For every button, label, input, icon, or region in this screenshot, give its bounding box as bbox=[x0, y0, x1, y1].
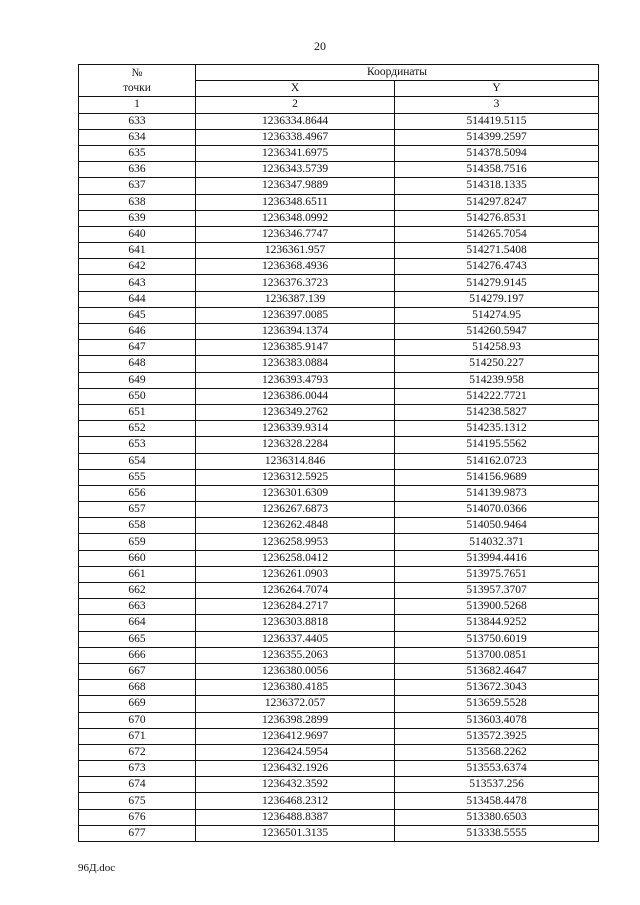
point-number-cell: 677 bbox=[79, 825, 196, 841]
y-coordinate-cell: 514162.0723 bbox=[395, 453, 599, 469]
table-row bbox=[79, 437, 599, 453]
x-coordinate-cell: 1236343.5739 bbox=[196, 162, 395, 178]
table-row bbox=[79, 324, 599, 340]
x-coordinate-cell: 1236339.9314 bbox=[196, 421, 395, 437]
x-header: X bbox=[196, 81, 395, 97]
table-row bbox=[79, 599, 599, 615]
table-row bbox=[79, 372, 599, 388]
table-row bbox=[79, 404, 599, 420]
x-coordinate-cell: 1236347.9889 bbox=[196, 178, 395, 194]
point-number-cell: 653 bbox=[79, 437, 196, 453]
table-row bbox=[79, 194, 599, 210]
point-number-cell: 673 bbox=[79, 761, 196, 777]
point-number-cell: 649 bbox=[79, 372, 196, 388]
y-coordinate-cell: 514032.371 bbox=[395, 534, 599, 550]
table-row bbox=[79, 453, 599, 469]
table-row bbox=[79, 243, 599, 259]
column-number-1: 1 bbox=[79, 97, 196, 113]
y-coordinate-cell: 514279.9145 bbox=[395, 275, 599, 291]
x-coordinate-cell: 1236337.4405 bbox=[196, 631, 395, 647]
y-coordinate-cell: 513900.5268 bbox=[395, 599, 599, 615]
table-row bbox=[79, 259, 599, 275]
table-row bbox=[79, 809, 599, 825]
y-coordinate-cell: 514271.5408 bbox=[395, 243, 599, 259]
y-coordinate-cell: 514156.9689 bbox=[395, 469, 599, 485]
table-row bbox=[79, 583, 599, 599]
x-coordinate-cell: 1236385.9147 bbox=[196, 340, 395, 356]
x-coordinate-cell: 1236394.1374 bbox=[196, 324, 395, 340]
y-coordinate-cell: 513537.256 bbox=[395, 777, 599, 793]
y-coordinate-cell: 514399.2597 bbox=[395, 129, 599, 145]
table-row bbox=[79, 793, 599, 809]
table-row bbox=[79, 518, 599, 534]
y-coordinate-cell: 514235.1312 bbox=[395, 421, 599, 437]
x-coordinate-cell: 1236412.9697 bbox=[196, 728, 395, 744]
header-row-1 bbox=[79, 65, 599, 81]
table-row bbox=[79, 275, 599, 291]
y-coordinate-cell: 513975.7651 bbox=[395, 566, 599, 582]
y-coordinate-cell: 513659.5528 bbox=[395, 696, 599, 712]
x-coordinate-cell: 1236361.957 bbox=[196, 243, 395, 259]
point-number-cell: 676 bbox=[79, 809, 196, 825]
y-coordinate-cell: 513672.3043 bbox=[395, 680, 599, 696]
table-row bbox=[79, 340, 599, 356]
table-row bbox=[79, 129, 599, 145]
x-coordinate-cell: 1236312.5925 bbox=[196, 469, 395, 485]
table-row bbox=[79, 680, 599, 696]
page-number: 20 bbox=[314, 39, 326, 53]
y-coordinate-cell: 514239.958 bbox=[395, 372, 599, 388]
table-row bbox=[79, 210, 599, 226]
point-number-cell: 672 bbox=[79, 744, 196, 760]
y-coordinate-cell: 514260.5947 bbox=[395, 324, 599, 340]
table-row bbox=[79, 502, 599, 518]
x-coordinate-cell: 1236348.6511 bbox=[196, 194, 395, 210]
x-coordinate-cell: 1236387.139 bbox=[196, 291, 395, 307]
table-row bbox=[79, 162, 599, 178]
point-number-cell: 661 bbox=[79, 566, 196, 582]
x-coordinate-cell: 1236368.4936 bbox=[196, 259, 395, 275]
point-number-cell: 635 bbox=[79, 145, 196, 161]
point-number-cell: 674 bbox=[79, 777, 196, 793]
x-coordinate-cell: 1236348.0992 bbox=[196, 210, 395, 226]
y-coordinate-cell: 513568.2262 bbox=[395, 744, 599, 760]
point-number-cell: 667 bbox=[79, 663, 196, 679]
x-coordinate-cell: 1236393.4793 bbox=[196, 372, 395, 388]
y-coordinate-cell: 513994.4416 bbox=[395, 550, 599, 566]
point-number-cell: 675 bbox=[79, 793, 196, 809]
point-number-cell: 660 bbox=[79, 550, 196, 566]
y-coordinate-cell: 514358.7516 bbox=[395, 162, 599, 178]
point-number-cell: 640 bbox=[79, 226, 196, 242]
table-row bbox=[79, 356, 599, 372]
y-coordinate-cell: 514139.9873 bbox=[395, 485, 599, 501]
x-coordinate-cell: 1236432.1926 bbox=[196, 761, 395, 777]
footer-filename: 96Д.doc bbox=[78, 862, 116, 874]
x-coordinate-cell: 1236349.2762 bbox=[196, 404, 395, 420]
coordinates-table bbox=[78, 64, 599, 842]
table-row bbox=[79, 178, 599, 194]
table-row bbox=[79, 663, 599, 679]
y-coordinate-cell: 513553.6374 bbox=[395, 761, 599, 777]
y-coordinate-cell: 513750.6019 bbox=[395, 631, 599, 647]
table-row bbox=[79, 469, 599, 485]
table-row bbox=[79, 291, 599, 307]
table-body bbox=[79, 113, 599, 841]
x-coordinate-cell: 1236261.0903 bbox=[196, 566, 395, 582]
y-coordinate-cell: 513844.9252 bbox=[395, 615, 599, 631]
table-row bbox=[79, 761, 599, 777]
table-row bbox=[79, 145, 599, 161]
y-coordinate-cell: 514419.5115 bbox=[395, 113, 599, 129]
x-coordinate-cell: 1236267.6873 bbox=[196, 502, 395, 518]
coordinates-header: Координаты bbox=[196, 65, 599, 81]
x-coordinate-cell: 1236432.3592 bbox=[196, 777, 395, 793]
x-coordinate-cell: 1236376.3723 bbox=[196, 275, 395, 291]
x-coordinate-cell: 1236355.2063 bbox=[196, 647, 395, 663]
point-number-symbol: № bbox=[131, 66, 143, 79]
y-coordinate-cell: 514297.8247 bbox=[395, 194, 599, 210]
point-number-cell: 663 bbox=[79, 599, 196, 615]
table-row bbox=[79, 421, 599, 437]
y-coordinate-cell: 514258.93 bbox=[395, 340, 599, 356]
table-row bbox=[79, 696, 599, 712]
x-coordinate-cell: 1236383.0884 bbox=[196, 356, 395, 372]
x-coordinate-cell: 1236284.2717 bbox=[196, 599, 395, 615]
point-number-cell: 636 bbox=[79, 162, 196, 178]
point-number-cell: 646 bbox=[79, 324, 196, 340]
x-coordinate-cell: 1236424.5954 bbox=[196, 744, 395, 760]
y-coordinate-cell: 514265.7054 bbox=[395, 226, 599, 242]
point-number-cell: 645 bbox=[79, 307, 196, 323]
x-coordinate-cell: 1236264.7074 bbox=[196, 583, 395, 599]
y-coordinate-cell: 514238.5827 bbox=[395, 404, 599, 420]
y-coordinate-cell: 513572.3925 bbox=[395, 728, 599, 744]
y-header: Y bbox=[395, 81, 599, 97]
x-coordinate-cell: 1236380.0056 bbox=[196, 663, 395, 679]
y-coordinate-cell: 513957.3707 bbox=[395, 583, 599, 599]
y-coordinate-cell: 514195.5562 bbox=[395, 437, 599, 453]
point-word: точки bbox=[123, 81, 151, 94]
point-number-cell: 639 bbox=[79, 210, 196, 226]
column-number-row bbox=[79, 97, 599, 113]
x-coordinate-cell: 1236372.057 bbox=[196, 696, 395, 712]
point-number-cell: 652 bbox=[79, 421, 196, 437]
table-row bbox=[79, 647, 599, 663]
table-row bbox=[79, 550, 599, 566]
point-number-cell: 638 bbox=[79, 194, 196, 210]
y-coordinate-cell: 513458.4478 bbox=[395, 793, 599, 809]
x-coordinate-cell: 1236341.6975 bbox=[196, 145, 395, 161]
x-coordinate-cell: 1236397.0085 bbox=[196, 307, 395, 323]
y-coordinate-cell: 514250.227 bbox=[395, 356, 599, 372]
point-number-cell: 665 bbox=[79, 631, 196, 647]
point-number-cell: 633 bbox=[79, 113, 196, 129]
point-number-cell: 655 bbox=[79, 469, 196, 485]
x-coordinate-cell: 1236258.0412 bbox=[196, 550, 395, 566]
y-coordinate-cell: 513682.4647 bbox=[395, 663, 599, 679]
table-row bbox=[79, 566, 599, 582]
point-number-cell: 641 bbox=[79, 243, 196, 259]
y-coordinate-cell: 514070.0366 bbox=[395, 502, 599, 518]
x-coordinate-cell: 1236303.8818 bbox=[196, 615, 395, 631]
point-number-cell: 662 bbox=[79, 583, 196, 599]
table-row bbox=[79, 825, 599, 841]
y-coordinate-cell: 514378.5094 bbox=[395, 145, 599, 161]
table-row bbox=[79, 113, 599, 129]
x-coordinate-cell: 1236334.8644 bbox=[196, 113, 395, 129]
table-row bbox=[79, 777, 599, 793]
column-number-2: 2 bbox=[196, 97, 395, 113]
point-number-cell: 666 bbox=[79, 647, 196, 663]
point-number-cell: 658 bbox=[79, 518, 196, 534]
point-number-cell: 656 bbox=[79, 485, 196, 501]
point-number-cell: 647 bbox=[79, 340, 196, 356]
point-number-cell: 642 bbox=[79, 259, 196, 275]
y-coordinate-cell: 514274.95 bbox=[395, 307, 599, 323]
y-coordinate-cell: 513380.6503 bbox=[395, 809, 599, 825]
point-number-cell: 651 bbox=[79, 404, 196, 420]
x-coordinate-cell: 1236262.4848 bbox=[196, 518, 395, 534]
table-row bbox=[79, 712, 599, 728]
table-row bbox=[79, 485, 599, 501]
table-row bbox=[79, 744, 599, 760]
y-coordinate-cell: 513603.4078 bbox=[395, 712, 599, 728]
x-coordinate-cell: 1236314.846 bbox=[196, 453, 395, 469]
table-row bbox=[79, 388, 599, 404]
y-coordinate-cell: 514276.8531 bbox=[395, 210, 599, 226]
y-coordinate-cell: 514318.1335 bbox=[395, 178, 599, 194]
point-number-cell: 669 bbox=[79, 696, 196, 712]
point-number-cell: 654 bbox=[79, 453, 196, 469]
y-coordinate-cell: 514276.4743 bbox=[395, 259, 599, 275]
x-coordinate-cell: 1236346.7747 bbox=[196, 226, 395, 242]
point-number-cell: 659 bbox=[79, 534, 196, 550]
point-number-cell: 634 bbox=[79, 129, 196, 145]
y-coordinate-cell: 513338.5555 bbox=[395, 825, 599, 841]
x-coordinate-cell: 1236398.2899 bbox=[196, 712, 395, 728]
y-coordinate-cell: 514279.197 bbox=[395, 291, 599, 307]
column-number-3: 3 bbox=[395, 97, 599, 113]
x-coordinate-cell: 1236380.4185 bbox=[196, 680, 395, 696]
table-row bbox=[79, 307, 599, 323]
table-row bbox=[79, 631, 599, 647]
x-coordinate-cell: 1236501.3135 bbox=[196, 825, 395, 841]
x-coordinate-cell: 1236468.2312 bbox=[196, 793, 395, 809]
point-number-cell: 670 bbox=[79, 712, 196, 728]
y-coordinate-cell: 514222.7721 bbox=[395, 388, 599, 404]
table-row bbox=[79, 534, 599, 550]
x-coordinate-cell: 1236328.2284 bbox=[196, 437, 395, 453]
point-number-cell: 643 bbox=[79, 275, 196, 291]
x-coordinate-cell: 1236488.8387 bbox=[196, 809, 395, 825]
point-number-cell: 657 bbox=[79, 502, 196, 518]
x-coordinate-cell: 1236258.9953 bbox=[196, 534, 395, 550]
x-coordinate-cell: 1236386.0044 bbox=[196, 388, 395, 404]
point-number-cell: 668 bbox=[79, 680, 196, 696]
point-number-cell: 644 bbox=[79, 291, 196, 307]
table-row bbox=[79, 728, 599, 744]
y-coordinate-cell: 513700.0851 bbox=[395, 647, 599, 663]
x-coordinate-cell: 1236301.6309 bbox=[196, 485, 395, 501]
y-coordinate-cell: 514050.9464 bbox=[395, 518, 599, 534]
point-number-cell: 637 bbox=[79, 178, 196, 194]
x-coordinate-cell: 1236338.4967 bbox=[196, 129, 395, 145]
table-row bbox=[79, 615, 599, 631]
point-number-cell: 648 bbox=[79, 356, 196, 372]
point-number-cell: 664 bbox=[79, 615, 196, 631]
table-row bbox=[79, 226, 599, 242]
point-number-cell: 650 bbox=[79, 388, 196, 404]
point-number-header bbox=[79, 65, 196, 97]
point-number-cell: 671 bbox=[79, 728, 196, 744]
